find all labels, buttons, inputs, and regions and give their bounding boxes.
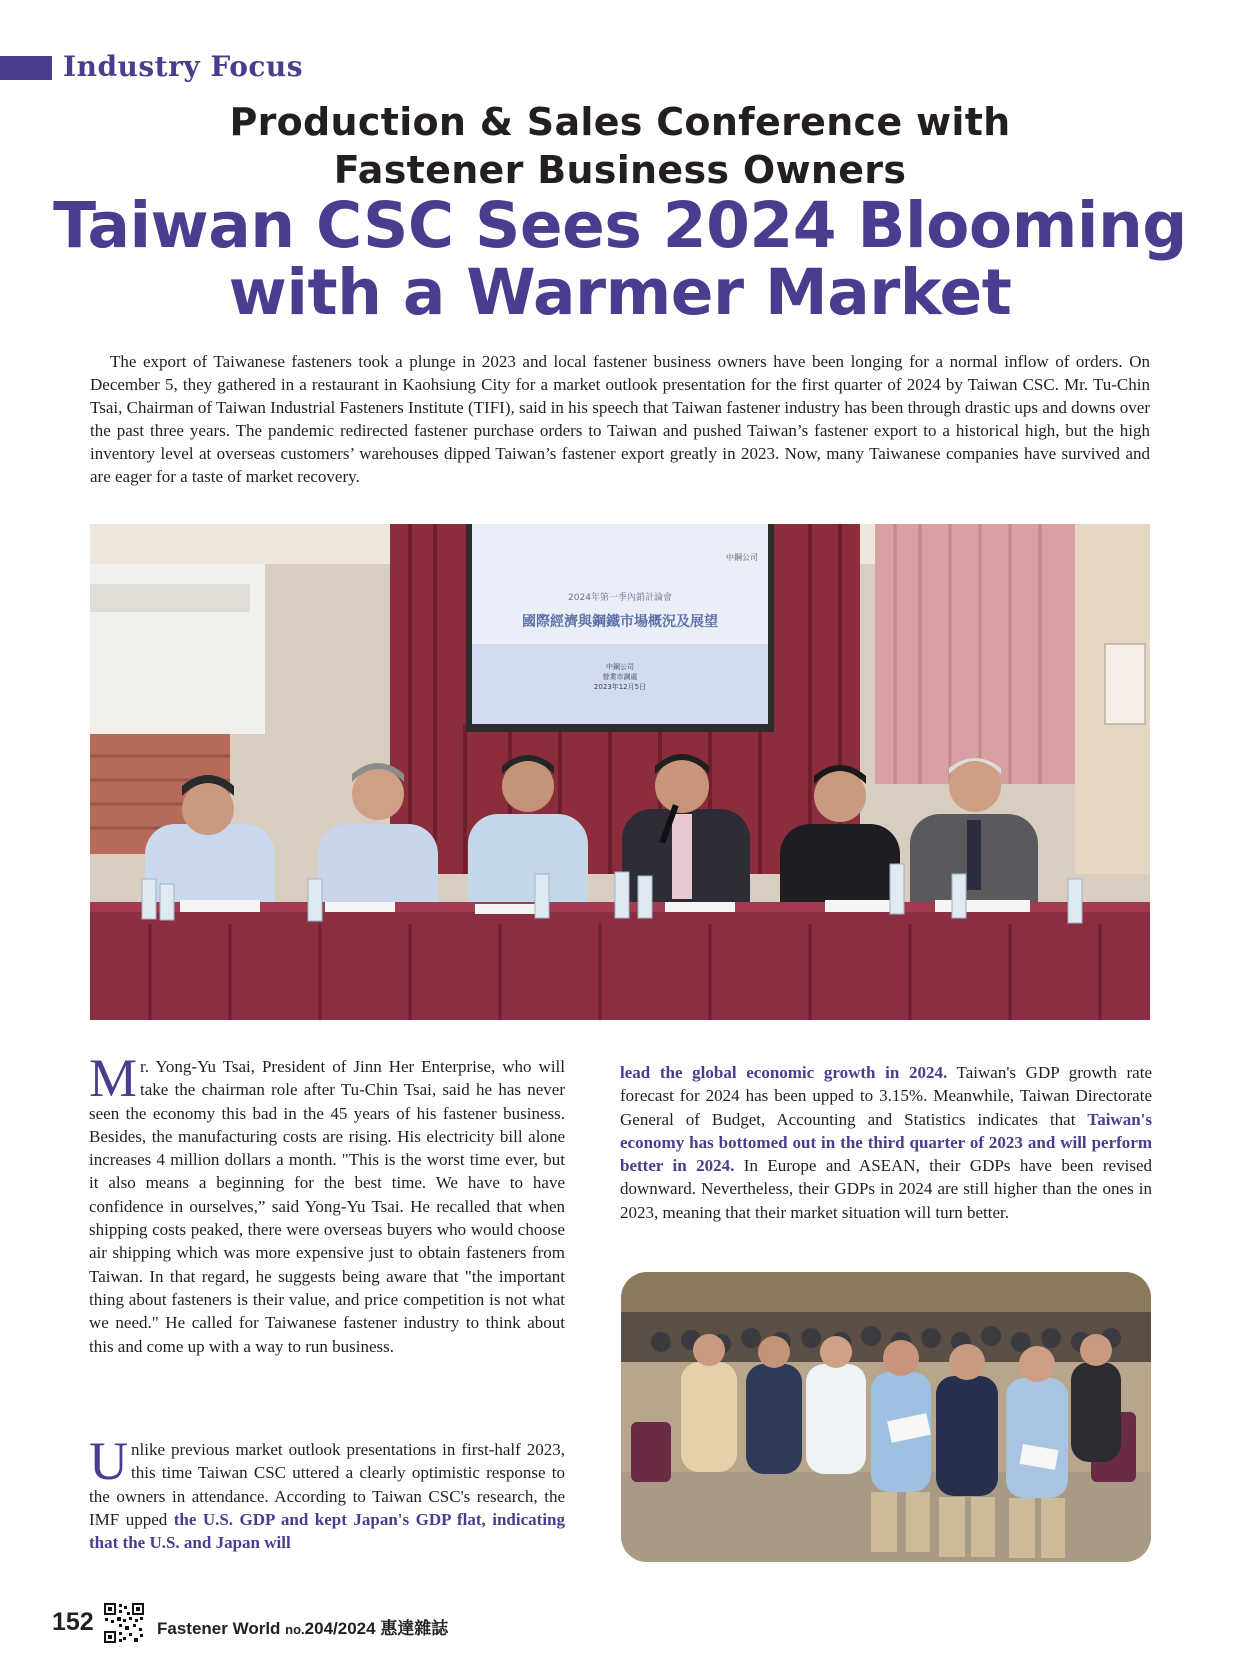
- slide-title: 2024年第一季內銷計論會: [568, 593, 672, 603]
- paragraph-2: [89, 1431, 565, 1554]
- dropcap-m: M: [89, 1048, 138, 1108]
- article-kicker: [0, 98, 1240, 194]
- page-number: 152: [52, 1608, 94, 1636]
- section-label: Industry Focus: [63, 50, 304, 83]
- magazine-footer: [157, 1614, 448, 1639]
- slide-date: 2023年12月5日: [593, 683, 647, 691]
- headline-line-1: Taiwan CSC Sees 2024 Blooming: [53, 189, 1187, 262]
- slide-department: 營業市調處: [602, 673, 638, 681]
- kicker-line-2: Fastener Business Owners: [333, 148, 907, 192]
- headline-line-2: with a Warmer Market: [228, 256, 1012, 329]
- article-headline: [0, 189, 1240, 329]
- paragraph-1-text: r. Yong-Yu Tsai, President of Jinn Her Enterprise, who will take the chairman role after Tu-Chin Tsai, said he has never seen the economy this bad in the 45 years of his fastener business. Besides, the manufacturing costs are rising. His electricity bill alone increases 4 million dollars a month. "This is the worst time ever, but it also means a beginning for the best time. We have to have confidence in ourselves,” said Yong-Yu Tsai. He recalled that when shipping costs peaked, there were overseas buyers who would choose air shipping which was more expensive just to obtain fasteners from Taiwan. In that regard, he suggests being aware that "the important thing about fasteners is their value, and price competition is not what we need." He called for Taiwanese fastener industry to think about this and come up with a way to run business.: [89, 1057, 565, 1356]
- qr-code-icon[interactable]: [103, 1602, 145, 1644]
- paragraph-3-highlight-1: lead the global economic growth in 2024.: [620, 1063, 948, 1082]
- paragraph-2-highlight: the U.S. GDP and kept Japan's GDP flat, indicating that the U.S. and Japan will: [89, 1509, 565, 1553]
- slide-subtitle: 國際經濟與鋼鐵市場概況及展望: [522, 614, 718, 630]
- kicker-line-1: Production & Sales Conference with: [229, 100, 1011, 144]
- article-lead: The export of Taiwanese fasteners took a plunge in 2023 and local fastener business owners have been longing for a normal inflow of orders. On December 5, they gathered in a restaurant in Kaohsiung City for a market outlook presentation for the first quarter of 2024 by Taiwan CSC. Mr. Tu-Chin Tsai, Chairman of Taiwan Industrial Fasteners Institute (TIFI), said in his speech that Taiwan fastener industry has been through drastic ups and downs over the past three years. The pandemic redirected fastener purchase orders to Taiwan and pushed Taiwan’s fastener export to a historical high, but the high inventory level at overseas customers’ warehouses dipped Taiwan’s fastener export greatly in 2023. Now, many Taiwanese companies have survived and are eager for a taste of market recovery.: [90, 352, 1150, 486]
- paragraph-3-highlight-2: Taiwan's economy has bottomed out in the third quarter of 2023 and will perform better in 2024.: [620, 1109, 1152, 1176]
- panel-speakers-photo: [90, 524, 1150, 1020]
- paragraph-1: [89, 1048, 565, 1358]
- audience-photo: [621, 1272, 1151, 1562]
- paragraph-3: [620, 1061, 1152, 1224]
- slide-logo: 中鋼公司: [726, 553, 758, 562]
- magazine-name: Fastener World: [157, 1619, 281, 1638]
- paragraph-3-text-2: In Europe and ASEAN, their GDPs have been revised downward. Nevertheless, their GDPs in 2024 are still higher than the ones in 2023, meaning that their market situation will turn better.: [620, 1156, 1152, 1222]
- issue-number: 204/2024: [304, 1619, 376, 1638]
- paragraph-3-text-1: Taiwan's GDP growth rate forecast for 2024 has been upped to 3.15%. Meanwhile, Taiwan Directorate General of Budget, Accounting and Statistics indicates that: [620, 1063, 1152, 1129]
- slide-organization: 中鋼公司: [606, 663, 634, 671]
- issue-prefix: no.: [285, 1622, 305, 1637]
- section-color-bar: [0, 56, 52, 80]
- magazine-chinese-name: 惠達雜誌: [380, 1619, 449, 1638]
- dropcap-u: U: [89, 1431, 128, 1491]
- paragraph-2-text: nlike previous market outlook presentations in first-half 2023, this time Taiwan CSC uttered a clearly optimistic response to the owners in attendance. According to Taiwan CSC's research, the IMF upped: [89, 1440, 565, 1529]
